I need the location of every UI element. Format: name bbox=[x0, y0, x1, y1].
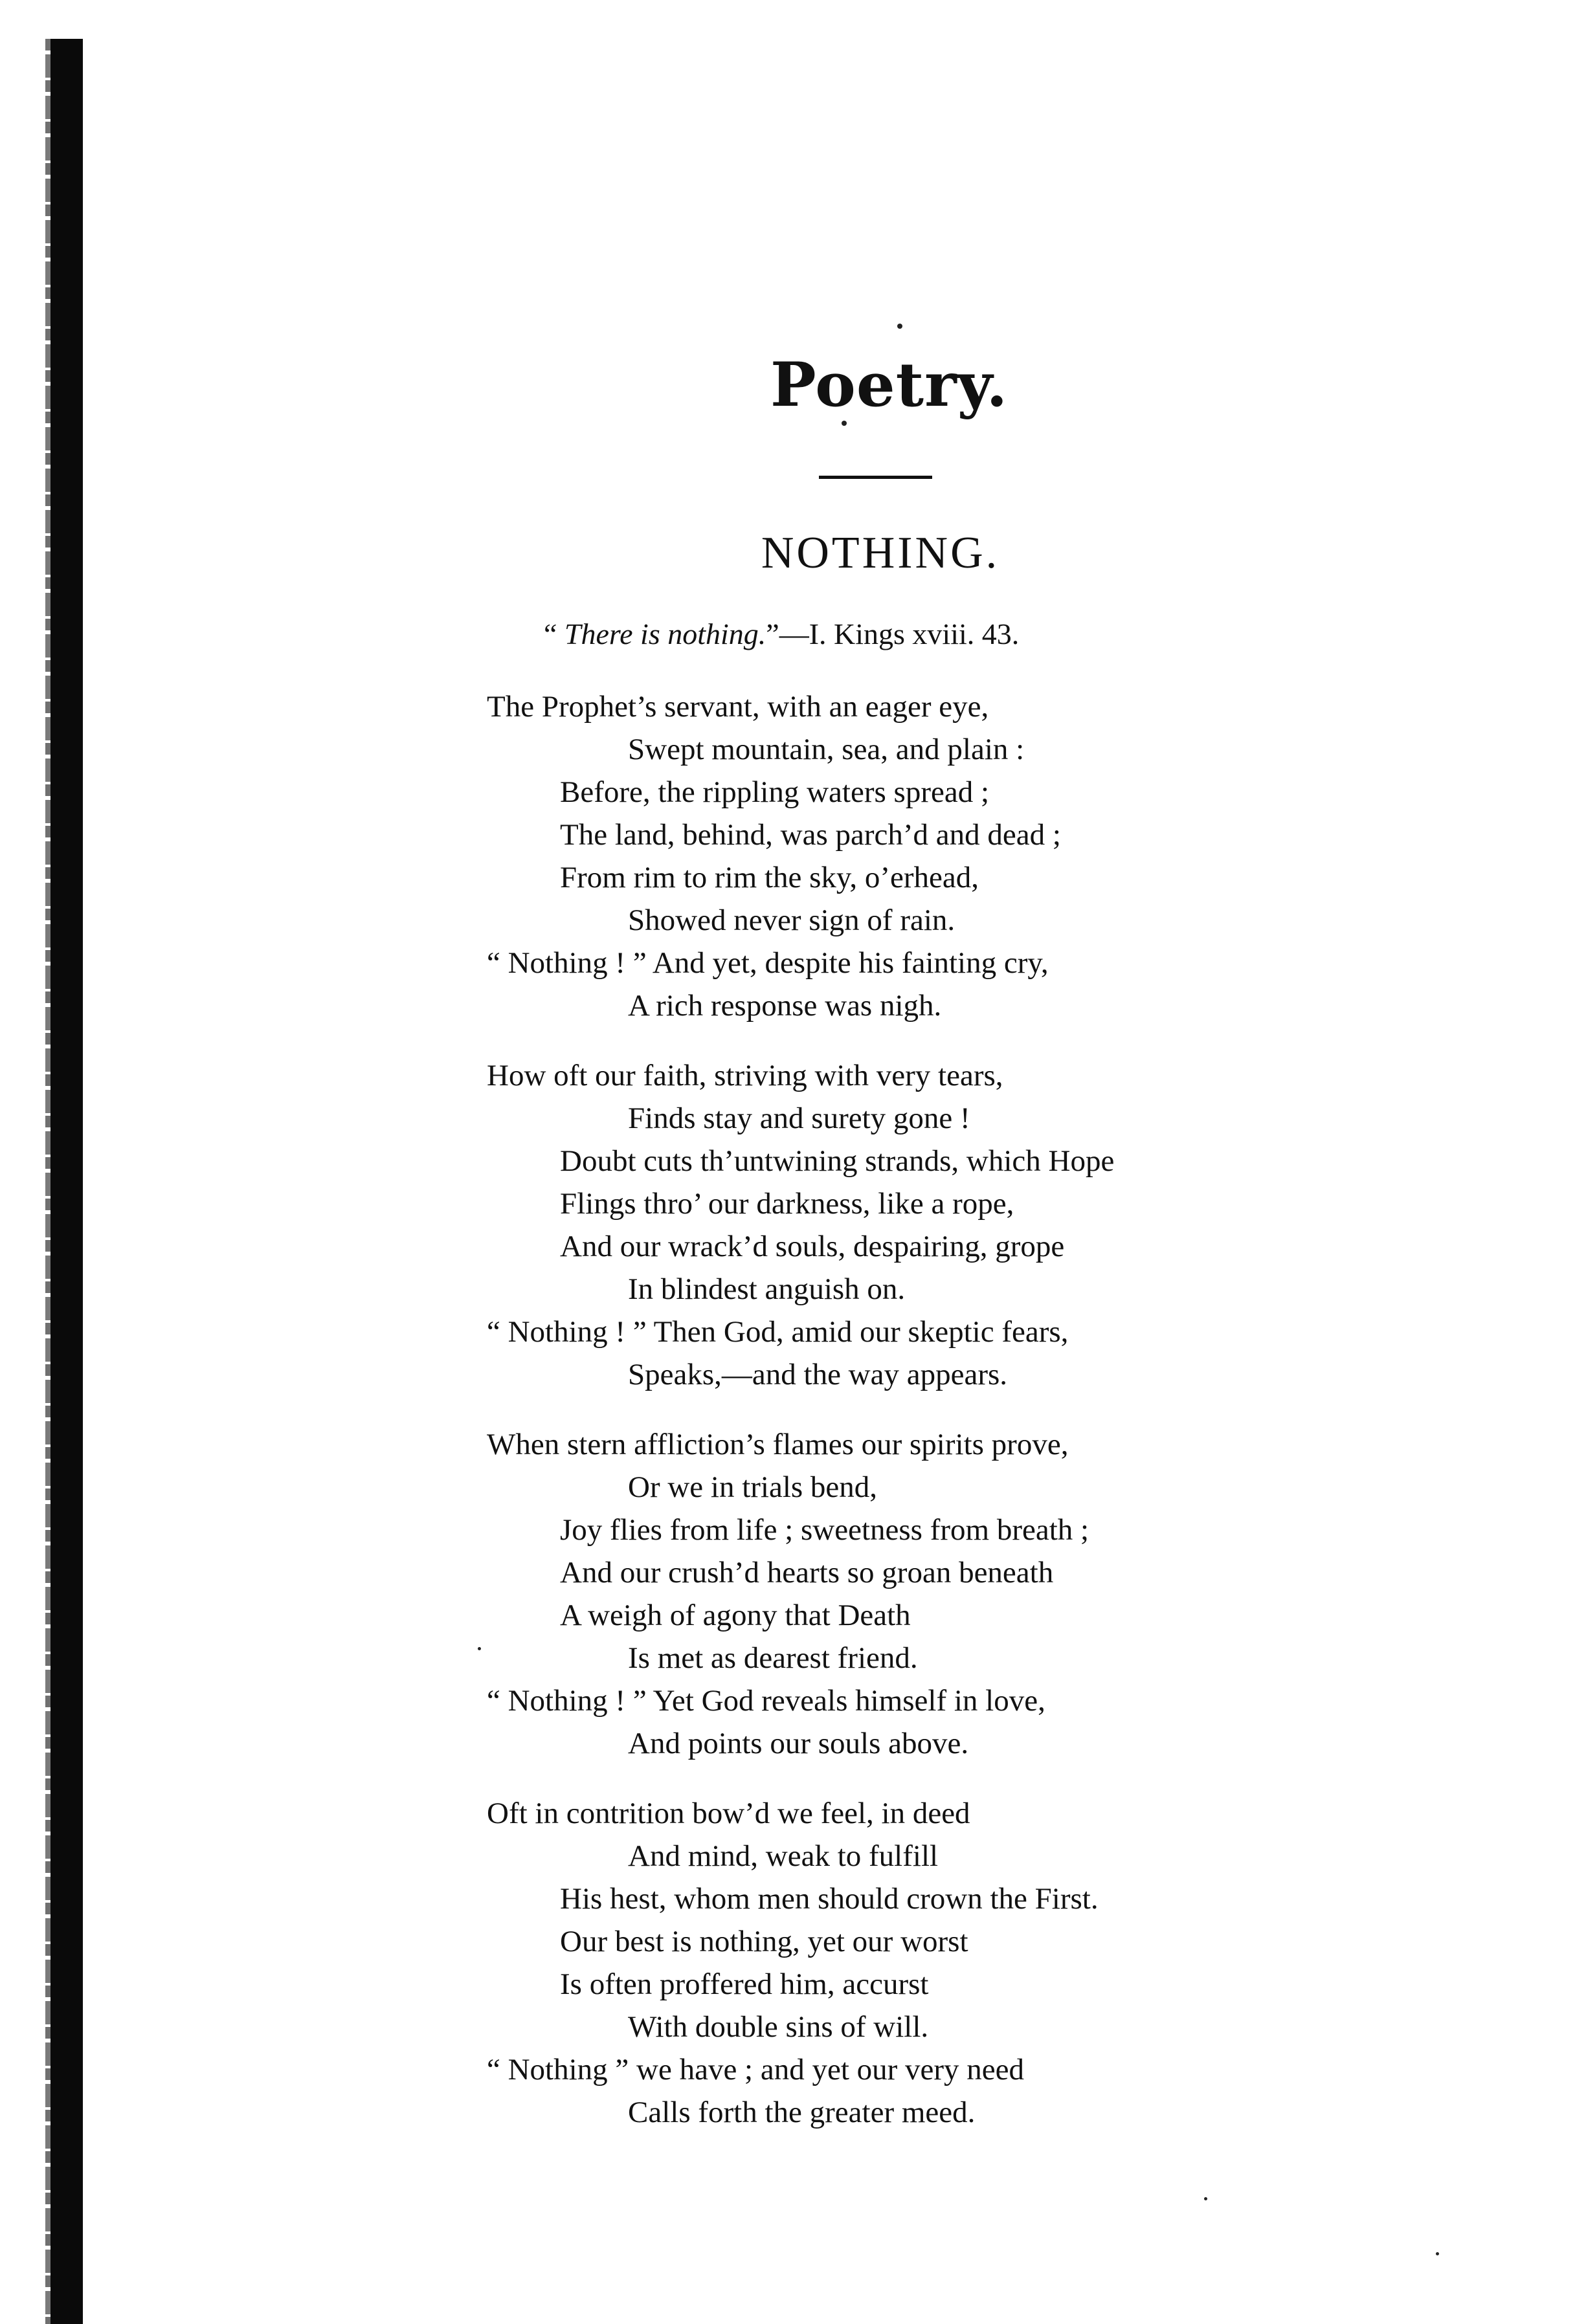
poem-line: Before, the rippling waters spread ; bbox=[560, 775, 990, 809]
speck-mark bbox=[842, 421, 847, 426]
poem-line: Calls forth the greater meed. bbox=[628, 2096, 976, 2129]
poem-line: Joy flies from life ; sweetness from breath ; bbox=[560, 1513, 1089, 1547]
poem-line: Our best is nothing, yet our worst bbox=[560, 1925, 968, 1958]
poem-line: And mind, weak to fulfill bbox=[628, 1839, 939, 1873]
poem-line: And points our souls above. bbox=[628, 1727, 969, 1760]
poem-line: In blindest anguish on. bbox=[628, 1272, 906, 1306]
epigraph-quote: There is nothing. bbox=[564, 617, 766, 650]
speck-mark bbox=[1436, 2252, 1439, 2255]
epigraph bbox=[544, 612, 1217, 657]
epigraph-open-quote: “ bbox=[544, 617, 557, 650]
section-heading: Poetry. bbox=[770, 349, 1009, 421]
poem-line: Flings thro’ our darkness, like a rope, bbox=[560, 1187, 1014, 1221]
poem-line: Is met as dearest friend. bbox=[628, 1641, 918, 1675]
book-spine-shadow bbox=[50, 39, 83, 2324]
poem-line: From rim to rim the sky, o’erhead, bbox=[560, 861, 979, 894]
poem-line: Is often proffered him, accurst bbox=[560, 1967, 929, 2001]
poem-line: Doubt cuts th’untwining strands, which Hope bbox=[560, 1144, 1115, 1178]
poem-line: Or we in trials bend, bbox=[628, 1470, 878, 1504]
speck-mark bbox=[897, 324, 902, 329]
poem-line: Swept mountain, sea, and plain : bbox=[628, 733, 1025, 766]
poem-line: “ Nothing ! ” And yet, despite his fainting cry, bbox=[487, 946, 1049, 980]
poem-line: The land, behind, was parch’d and dead ; bbox=[560, 818, 1061, 852]
poem-line: “ Nothing ! ” Then God, amid our skeptic fears, bbox=[487, 1315, 1069, 1349]
poem-line: A weigh of agony that Death bbox=[560, 1599, 911, 1632]
poem-line: His hest, whom men should crown the First. bbox=[560, 1882, 1099, 1916]
poem-line: A rich response was nigh. bbox=[628, 989, 942, 1023]
heading-rule bbox=[819, 476, 932, 479]
poem-title: NOTHING. bbox=[761, 528, 1000, 578]
poem-line: Speaks,—and the way appears. bbox=[628, 1358, 1008, 1391]
poem-line: The Prophet’s servant, with an eager eye, bbox=[487, 690, 989, 724]
speck-mark bbox=[1204, 2197, 1207, 2200]
poem-line: How oft our faith, striving with very tears, bbox=[487, 1059, 1003, 1092]
poem-line: With double sins of will. bbox=[628, 2010, 929, 2044]
poem-line: Showed never sign of rain. bbox=[628, 903, 955, 937]
speck-mark bbox=[478, 1647, 481, 1650]
poem-line: “ Nothing ! ” Yet God reveals himself in love, bbox=[487, 1684, 1045, 1718]
poem-line: And our crush’d hearts so groan beneath bbox=[560, 1556, 1054, 1589]
poem-line: When stern affliction’s flames our spirits prove, bbox=[487, 1428, 1069, 1461]
poem-line: And our wrack’d souls, despairing, grope bbox=[560, 1230, 1065, 1263]
poem-line: Oft in contrition bow’d we feel, in deed bbox=[487, 1797, 970, 1830]
epigraph-citation: ”—I. Kings xviii. 43. bbox=[766, 617, 1020, 650]
poem-line: “ Nothing ” we have ; and yet our very need bbox=[487, 2053, 1025, 2086]
poem-line: Finds stay and surety gone ! bbox=[628, 1101, 970, 1135]
